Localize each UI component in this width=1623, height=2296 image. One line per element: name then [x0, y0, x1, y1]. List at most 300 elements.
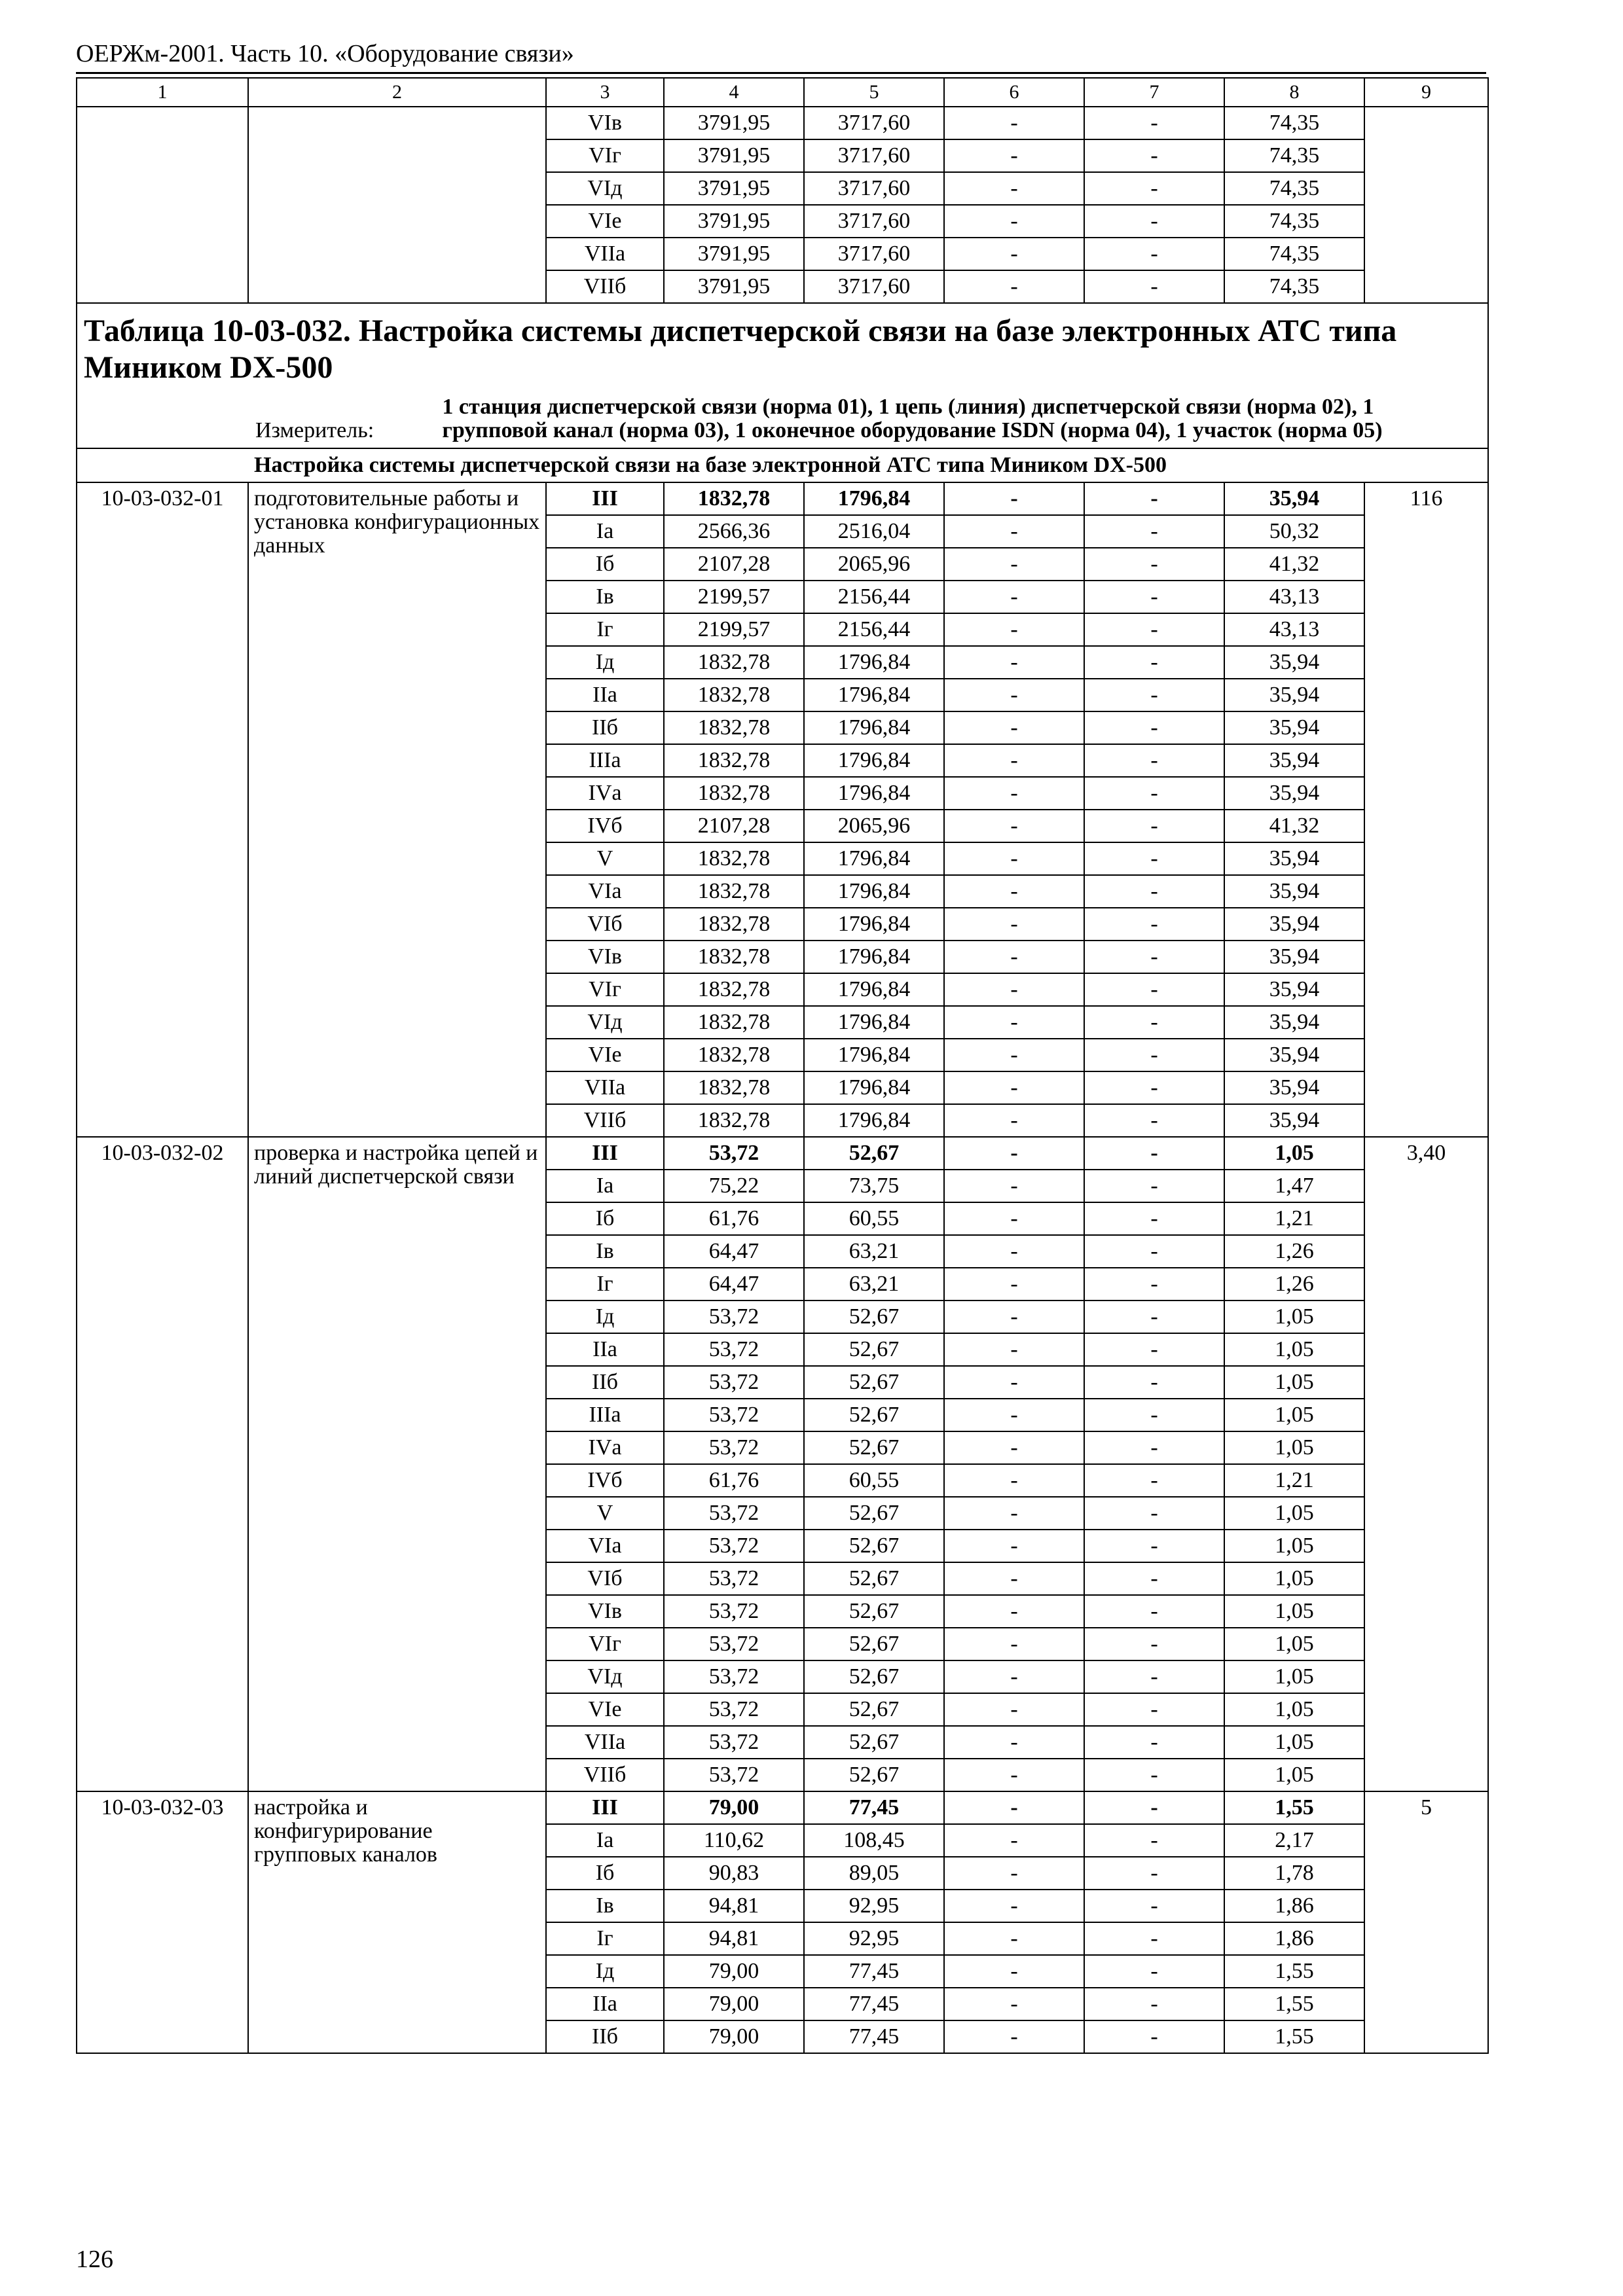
- table-cell: 1,55: [1224, 1791, 1364, 1824]
- table-cell: 2107,28: [664, 548, 804, 581]
- table-cell: -: [1084, 1595, 1224, 1628]
- table-cell: 73,75: [804, 1170, 944, 1202]
- table-cell: 94,81: [664, 1890, 804, 1922]
- table-cell: -: [944, 842, 1084, 875]
- table-cell: 1796,84: [804, 842, 944, 875]
- table-cell: -: [1084, 581, 1224, 613]
- table-cell: 79,00: [664, 1988, 804, 2020]
- table-cell: 1,86: [1224, 1890, 1364, 1922]
- table-cell: 35,94: [1224, 482, 1364, 515]
- meter-label: Измеритель:: [255, 418, 374, 442]
- table-cell: 3717,60: [804, 270, 944, 303]
- table-cell: -: [944, 1890, 1084, 1922]
- table-cell: 53,72: [664, 1431, 804, 1464]
- table-cell: 52,67: [804, 1399, 944, 1431]
- table-cell: 35,94: [1224, 973, 1364, 1006]
- table-cell: 1,05: [1224, 1562, 1364, 1595]
- table-cell: -: [944, 581, 1084, 613]
- table-cell: 74,35: [1224, 238, 1364, 270]
- table-cell: -: [944, 875, 1084, 908]
- table-cell: -: [1084, 1824, 1224, 1857]
- table-cell: 1832,78: [664, 908, 804, 941]
- table-cell: 1832,78: [664, 973, 804, 1006]
- table-cell: 1,21: [1224, 1202, 1364, 1235]
- table-cell: VIа: [546, 875, 664, 908]
- table-title-row: [77, 303, 1488, 448]
- table-cell: 35,94: [1224, 679, 1364, 711]
- table-cell: 1,05: [1224, 1431, 1364, 1464]
- table-cell: III: [546, 1791, 664, 1824]
- table-cell: 3791,95: [664, 107, 804, 139]
- table-cell: 1,05: [1224, 1530, 1364, 1562]
- table-cell: 63,21: [804, 1268, 944, 1300]
- table-cell: -: [1084, 1202, 1224, 1235]
- table-cell: 77,45: [804, 2020, 944, 2053]
- table-cell: 1832,78: [664, 1039, 804, 1071]
- table-cell: IIб: [546, 711, 664, 744]
- table-cell: 3791,95: [664, 205, 804, 238]
- table-cell: 53,72: [664, 1595, 804, 1628]
- table-cell: 1796,84: [804, 1104, 944, 1137]
- table-cell: 53,72: [664, 1333, 804, 1366]
- table-cell: 1796,84: [804, 1071, 944, 1104]
- table-cell: 52,67: [804, 1726, 944, 1759]
- table-cell: -: [1084, 777, 1224, 810]
- column-number-row: [77, 78, 1488, 107]
- table-cell: IIIа: [546, 744, 664, 777]
- table-cell: 1832,78: [664, 1104, 804, 1137]
- column-number: 3: [546, 78, 664, 107]
- norm-code-cell: 10-03-032-01: [77, 482, 248, 1137]
- table-cell: -: [944, 1137, 1084, 1170]
- table-row: [77, 1791, 1488, 1824]
- table-cell: VIа: [546, 1530, 664, 1562]
- table-cell: -: [1084, 1922, 1224, 1955]
- table-cell: -: [1084, 1759, 1224, 1791]
- table-cell: -: [1084, 205, 1224, 238]
- table-cell: -: [944, 1726, 1084, 1759]
- table-cell: 90,83: [664, 1857, 804, 1890]
- table-cell: 52,67: [804, 1530, 944, 1562]
- table-cell: -: [1084, 646, 1224, 679]
- table-cell: VIд: [546, 172, 664, 205]
- total-cell: 5: [1364, 1791, 1488, 2053]
- table-cell: 1,86: [1224, 1922, 1364, 1955]
- table-cell: 1832,78: [664, 646, 804, 679]
- table-cell: III: [546, 482, 664, 515]
- table-cell: -: [944, 1562, 1084, 1595]
- table-cell: 1,55: [1224, 1955, 1364, 1988]
- table-cell: 1796,84: [804, 744, 944, 777]
- table-cell: -: [1084, 973, 1224, 1006]
- table-cell: 3717,60: [804, 107, 944, 139]
- table-cell: 75,22: [664, 1170, 804, 1202]
- table-cell: -: [1084, 1726, 1224, 1759]
- table-cell: VIб: [546, 908, 664, 941]
- table-cell: Iд: [546, 1300, 664, 1333]
- column-number: 8: [1224, 78, 1364, 107]
- table-cell: VIе: [546, 1039, 664, 1071]
- norm-code-cell: [77, 107, 248, 303]
- table-cell: 1796,84: [804, 1039, 944, 1071]
- table-cell: -: [1084, 1137, 1224, 1170]
- table-cell: 3791,95: [664, 139, 804, 172]
- table-cell: -: [944, 744, 1084, 777]
- table-cell: -: [944, 941, 1084, 973]
- table-cell: 1832,78: [664, 744, 804, 777]
- section-heading-row: [77, 448, 1488, 482]
- table-cell: -: [944, 973, 1084, 1006]
- table-row: [77, 1137, 1488, 1170]
- table-cell: 35,94: [1224, 1006, 1364, 1039]
- table-cell: VIе: [546, 1693, 664, 1726]
- table-cell: -: [944, 1595, 1084, 1628]
- table-cell: Iд: [546, 1955, 664, 1988]
- table-cell: 1,55: [1224, 1988, 1364, 2020]
- table-cell: 2199,57: [664, 581, 804, 613]
- table-cell: VIв: [546, 107, 664, 139]
- table-cell: -: [1084, 1530, 1224, 1562]
- table-cell: -: [944, 1530, 1084, 1562]
- table-cell: -: [944, 1366, 1084, 1399]
- column-number: 4: [664, 78, 804, 107]
- table-cell: VIб: [546, 1562, 664, 1595]
- table-cell: -: [1084, 1562, 1224, 1595]
- table-cell: 1,05: [1224, 1366, 1364, 1399]
- table-cell: 41,32: [1224, 810, 1364, 842]
- table-cell: -: [1084, 679, 1224, 711]
- table-cell: -: [1084, 1660, 1224, 1693]
- table-cell: -: [944, 1791, 1084, 1824]
- running-header: ОЕРЖм-2001. Часть 10. «Оборудование связи»: [76, 40, 574, 67]
- table-cell: 2065,96: [804, 810, 944, 842]
- table-cell: -: [1084, 1366, 1224, 1399]
- table-cell: -: [1084, 842, 1224, 875]
- table-cell: -: [1084, 270, 1224, 303]
- table-cell: IIIа: [546, 1399, 664, 1431]
- table-cell: 1832,78: [664, 1071, 804, 1104]
- table-cell: -: [1084, 1333, 1224, 1366]
- table-cell: 53,72: [664, 1530, 804, 1562]
- table-cell: 1,05: [1224, 1759, 1364, 1791]
- table-cell: 1796,84: [804, 711, 944, 744]
- table-cell: 1,21: [1224, 1464, 1364, 1497]
- table-cell: 52,67: [804, 1660, 944, 1693]
- table-cell: -: [1084, 1464, 1224, 1497]
- column-number: 6: [944, 78, 1084, 107]
- table-cell: 61,76: [664, 1202, 804, 1235]
- table-cell: -: [1084, 482, 1224, 515]
- table-cell: 1832,78: [664, 875, 804, 908]
- table-cell: VIIб: [546, 1759, 664, 1791]
- table-cell: IIб: [546, 1366, 664, 1399]
- table-cell: 79,00: [664, 1791, 804, 1824]
- table-cell: -: [1084, 1791, 1224, 1824]
- table-cell: -: [1084, 107, 1224, 139]
- total-cell: 116: [1364, 482, 1488, 1137]
- table-cell: 3791,95: [664, 238, 804, 270]
- table-cell: 53,72: [664, 1137, 804, 1170]
- table-cell: IIа: [546, 679, 664, 711]
- table-cell: -: [944, 1300, 1084, 1333]
- table-cell: 1,05: [1224, 1595, 1364, 1628]
- section-heading: Настройка системы диспетчерской связи на базе электронной АТС типа Миником DX-500: [77, 448, 1488, 482]
- table-cell: 74,35: [1224, 270, 1364, 303]
- table-cell: -: [1084, 1039, 1224, 1071]
- table-cell: -: [944, 548, 1084, 581]
- table-cell: -: [944, 482, 1084, 515]
- table-cell: 35,94: [1224, 875, 1364, 908]
- table-cell: IVа: [546, 777, 664, 810]
- table-cell: 1,05: [1224, 1628, 1364, 1660]
- table-cell: 41,32: [1224, 548, 1364, 581]
- table-cell: 94,81: [664, 1922, 804, 1955]
- table-cell: 53,72: [664, 1366, 804, 1399]
- table-cell: Iв: [546, 1890, 664, 1922]
- table-cell: 53,72: [664, 1726, 804, 1759]
- table-cell: 1,05: [1224, 1300, 1364, 1333]
- table-cell: -: [944, 646, 1084, 679]
- table-cell: 52,67: [804, 1366, 944, 1399]
- table-cell: -: [944, 1104, 1084, 1137]
- table-cell: 110,62: [664, 1824, 804, 1857]
- table-cell: -: [944, 1202, 1084, 1235]
- table-cell: 1832,78: [664, 941, 804, 973]
- table-cell: -: [1084, 1235, 1224, 1268]
- table-cell: -: [1084, 941, 1224, 973]
- table-cell: 35,94: [1224, 908, 1364, 941]
- table-cell: VIIб: [546, 1104, 664, 1137]
- table-cell: 52,67: [804, 1300, 944, 1333]
- table-cell: 1,05: [1224, 1399, 1364, 1431]
- table-cell: -: [944, 1660, 1084, 1693]
- table-cell: 53,72: [664, 1759, 804, 1791]
- table-cell: 74,35: [1224, 107, 1364, 139]
- table-cell: 1832,78: [664, 842, 804, 875]
- table-cell: 74,35: [1224, 205, 1364, 238]
- table-cell: -: [944, 2020, 1084, 2053]
- table-cell: -: [944, 1693, 1084, 1726]
- table-cell: 3717,60: [804, 238, 944, 270]
- table-cell: 35,94: [1224, 1104, 1364, 1137]
- table-cell: 77,45: [804, 1791, 944, 1824]
- table-cell: -: [1084, 1955, 1224, 1988]
- table-cell: -: [1084, 1988, 1224, 2020]
- table-cell: Iд: [546, 646, 664, 679]
- norm-code-cell: 10-03-032-03: [77, 1791, 248, 2053]
- table-cell: -: [944, 1399, 1084, 1431]
- table-cell: Iа: [546, 1824, 664, 1857]
- table-cell: 50,32: [1224, 515, 1364, 548]
- table-cell: V: [546, 1497, 664, 1530]
- table-cell: VIд: [546, 1660, 664, 1693]
- table-cell: Iв: [546, 1235, 664, 1268]
- norms-table-container: [76, 77, 1489, 2054]
- table-title: Таблица 10-03-032. Настройка системы диспетчерской связи на базе электронных АТС типа Миником DX-500: [84, 314, 1397, 385]
- table-cell: Iа: [546, 1170, 664, 1202]
- column-number: 2: [248, 78, 546, 107]
- table-cell: -: [1084, 139, 1224, 172]
- table-cell: 2,17: [1224, 1824, 1364, 1857]
- table-cell: -: [1084, 875, 1224, 908]
- table-cell: -: [944, 1039, 1084, 1071]
- table-cell: 53,72: [664, 1660, 804, 1693]
- table-cell: -: [1084, 810, 1224, 842]
- table-cell: 1796,84: [804, 646, 944, 679]
- table-cell: 3791,95: [664, 270, 804, 303]
- column-number: 9: [1364, 78, 1488, 107]
- table-cell: -: [944, 1497, 1084, 1530]
- table-cell: 35,94: [1224, 941, 1364, 973]
- table-cell: 77,45: [804, 1988, 944, 2020]
- column-number: 1: [77, 78, 248, 107]
- table-cell: -: [1084, 238, 1224, 270]
- table-cell: 35,94: [1224, 1039, 1364, 1071]
- table-cell: 52,67: [804, 1595, 944, 1628]
- column-number: 7: [1084, 78, 1224, 107]
- table-cell: IIа: [546, 1333, 664, 1366]
- table-body: [77, 78, 1488, 2053]
- table-cell: -: [944, 1235, 1084, 1268]
- table-cell: -: [944, 238, 1084, 270]
- work-name-cell: подготовительные работы и установка конфигурационных данных: [248, 482, 546, 1137]
- table-cell: 77,45: [804, 1955, 944, 1988]
- table-cell: -: [1084, 711, 1224, 744]
- table-cell: 35,94: [1224, 646, 1364, 679]
- table-cell: 1796,84: [804, 1006, 944, 1039]
- table-cell: VIе: [546, 205, 664, 238]
- table-cell: 53,72: [664, 1399, 804, 1431]
- table-row: [77, 482, 1488, 515]
- table-cell: 43,13: [1224, 581, 1364, 613]
- table-cell: -: [944, 908, 1084, 941]
- table-cell: 79,00: [664, 1955, 804, 1988]
- table-cell: 2156,44: [804, 613, 944, 646]
- table-cell: 52,67: [804, 1759, 944, 1791]
- table-row: [77, 107, 1488, 139]
- table-cell: Iв: [546, 581, 664, 613]
- table-cell: Iб: [546, 548, 664, 581]
- header-rule: [76, 72, 1486, 74]
- table-cell: 2199,57: [664, 613, 804, 646]
- table-cell: 108,45: [804, 1824, 944, 1857]
- table-title-cell: [77, 303, 1488, 448]
- table-cell: Iг: [546, 613, 664, 646]
- table-cell: 1,55: [1224, 2020, 1364, 2053]
- table-cell: 53,72: [664, 1562, 804, 1595]
- table-cell: -: [944, 1006, 1084, 1039]
- table-cell: 35,94: [1224, 744, 1364, 777]
- table-cell: 92,95: [804, 1922, 944, 1955]
- table-cell: -: [1084, 515, 1224, 548]
- table-cell: VIIа: [546, 238, 664, 270]
- table-cell: -: [944, 810, 1084, 842]
- table-cell: -: [1084, 1431, 1224, 1464]
- table-cell: Iа: [546, 515, 664, 548]
- work-name-cell: [248, 107, 546, 303]
- table-cell: IIа: [546, 1988, 664, 2020]
- table-cell: -: [1084, 613, 1224, 646]
- table-cell: -: [1084, 1857, 1224, 1890]
- table-cell: VIд: [546, 1006, 664, 1039]
- table-cell: -: [1084, 1890, 1224, 1922]
- table-cell: 63,21: [804, 1235, 944, 1268]
- table-cell: 79,00: [664, 2020, 804, 2053]
- table-cell: VIг: [546, 139, 664, 172]
- meter-block: [84, 395, 1481, 442]
- table-cell: -: [944, 515, 1084, 548]
- table-cell: 2107,28: [664, 810, 804, 842]
- table-cell: 1796,84: [804, 875, 944, 908]
- table-cell: -: [944, 1759, 1084, 1791]
- table-cell: 3791,95: [664, 172, 804, 205]
- table-cell: -: [1084, 1006, 1224, 1039]
- meter-text: 1 станция диспетчерской связи (норма 01), 1 цепь (линия) диспетчерской связи (норма 02), 1 групповой канал (норма 03), 1 оконечное оборудование ISDN (норма 04), 1 участок (норма 05): [442, 395, 1383, 442]
- table-cell: IIб: [546, 2020, 664, 2053]
- table-cell: 53,72: [664, 1628, 804, 1660]
- total-cell: 3,40: [1364, 1137, 1488, 1791]
- table-cell: 1832,78: [664, 482, 804, 515]
- table-cell: -: [1084, 1628, 1224, 1660]
- table-cell: 1,26: [1224, 1268, 1364, 1300]
- table-cell: -: [1084, 1693, 1224, 1726]
- table-cell: 1,05: [1224, 1726, 1364, 1759]
- table-cell: IVб: [546, 810, 664, 842]
- table-cell: -: [944, 270, 1084, 303]
- table-cell: 1,78: [1224, 1857, 1364, 1890]
- table-cell: Iб: [546, 1857, 664, 1890]
- table-cell: -: [944, 1922, 1084, 1955]
- table-cell: 64,47: [664, 1268, 804, 1300]
- table-cell: 1832,78: [664, 711, 804, 744]
- table-cell: VIв: [546, 941, 664, 973]
- total-cell: [1364, 107, 1488, 303]
- table-cell: III: [546, 1137, 664, 1170]
- table-cell: -: [944, 1333, 1084, 1366]
- table-cell: 1,05: [1224, 1333, 1364, 1366]
- table-cell: -: [944, 711, 1084, 744]
- table-cell: 35,94: [1224, 711, 1364, 744]
- table-cell: VIв: [546, 1595, 664, 1628]
- table-cell: 1,26: [1224, 1235, 1364, 1268]
- table-cell: VIг: [546, 1628, 664, 1660]
- table-cell: -: [944, 1268, 1084, 1300]
- page-number: 126: [76, 2246, 113, 2273]
- table-cell: -: [944, 1431, 1084, 1464]
- work-name-cell: настройка и конфигурирование групповых каналов: [248, 1791, 546, 2053]
- table-cell: Iб: [546, 1202, 664, 1235]
- table-cell: 1832,78: [664, 679, 804, 711]
- table-cell: -: [944, 613, 1084, 646]
- table-cell: 52,67: [804, 1497, 944, 1530]
- table-cell: -: [944, 1988, 1084, 2020]
- table-cell: 1796,84: [804, 941, 944, 973]
- table-cell: Iг: [546, 1922, 664, 1955]
- table-cell: 2566,36: [664, 515, 804, 548]
- table-cell: -: [1084, 548, 1224, 581]
- table-cell: 2516,04: [804, 515, 944, 548]
- table-cell: -: [944, 1464, 1084, 1497]
- table-cell: 2065,96: [804, 548, 944, 581]
- table-cell: 1796,84: [804, 908, 944, 941]
- table-cell: 52,67: [804, 1628, 944, 1660]
- table-cell: -: [1084, 2020, 1224, 2053]
- table-cell: 43,13: [1224, 613, 1364, 646]
- table-cell: 60,55: [804, 1202, 944, 1235]
- table-cell: -: [944, 107, 1084, 139]
- table-cell: VIIа: [546, 1726, 664, 1759]
- table-cell: 52,67: [804, 1693, 944, 1726]
